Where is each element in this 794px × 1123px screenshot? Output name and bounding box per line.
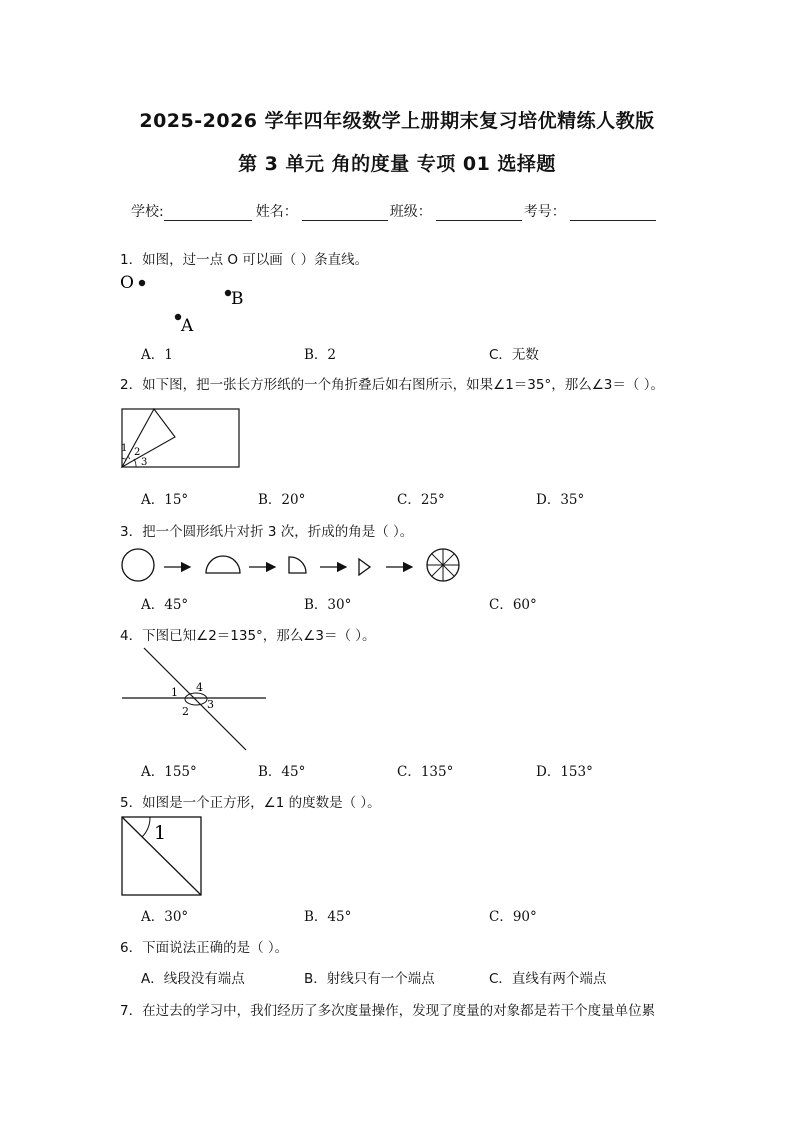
- class-field[interactable]: [436, 205, 522, 221]
- class-label: 班级：: [389, 204, 432, 220]
- question-3-figure: [118, 546, 463, 584]
- question-6-stem: 6．下面说法正确的是（ ）。: [120, 940, 289, 956]
- question-2-option-a[interactable]: A．15°: [141, 492, 189, 508]
- question-6-option-b[interactable]: B．射线只有一个端点: [304, 971, 435, 987]
- question-1-stem: 1．如图，过一点 O 可以画（ ）条直线。: [120, 252, 369, 268]
- question-5-option-b[interactable]: B．45°: [304, 909, 352, 925]
- angle-4-label: 4: [196, 681, 203, 694]
- question-2-stem: 2．如下图，把一张长方形纸的一个角折叠后如右图所示，如果∠1＝35°，那么∠3＝（ ）。: [120, 377, 664, 393]
- name-label: 姓名：: [255, 204, 298, 220]
- diagonal-line: [144, 648, 246, 750]
- question-2-option-c[interactable]: C．25°: [397, 492, 445, 508]
- folded-circle-creases: [427, 549, 459, 581]
- question-7-stem: 7．在过去的学习中，我们经历了多次度量操作，发现了度量的对象都是若干个度量单位累: [120, 1003, 656, 1019]
- point-a-label: A: [181, 316, 194, 336]
- question-5-option-c[interactable]: C．90°: [489, 909, 537, 925]
- question-3-option-a[interactable]: A．45°: [141, 597, 189, 613]
- school-field[interactable]: [164, 205, 252, 221]
- eighth-circle: [359, 559, 370, 575]
- question-4-option-d[interactable]: D．153°: [536, 764, 593, 780]
- question-1-option-a[interactable]: A．1: [141, 347, 173, 363]
- question-4-option-a[interactable]: A．155°: [141, 764, 197, 780]
- student-info-row: [131, 201, 658, 221]
- angle-1-label: 1: [171, 686, 178, 699]
- question-5-stem: 5．如图是一个正方形，∠1 的度数是（ ）。: [120, 795, 381, 811]
- question-2-figure: [120, 406, 242, 470]
- point-o: [139, 280, 145, 286]
- question-5-figure: [120, 815, 205, 897]
- point-o-label: O: [120, 273, 134, 293]
- full-circle: [122, 549, 154, 581]
- question-5-option-a[interactable]: A．30°: [141, 909, 189, 925]
- school-label: 学校:: [131, 204, 164, 220]
- angle-1-label: 1: [154, 822, 167, 844]
- name-field[interactable]: [302, 205, 388, 221]
- question-2-option-b[interactable]: B．20°: [258, 492, 306, 508]
- angle-2-label: 2: [182, 705, 189, 718]
- quarter-circle: [289, 557, 306, 573]
- page-title: 2025-2026 学年四年级数学上册期末复习培优精练人教版: [139, 110, 655, 132]
- page-subtitle: 第 3 单元 角的度量 专项 01 选择题: [238, 153, 556, 175]
- angle-marks: [185, 693, 207, 705]
- question-1-option-b[interactable]: B．2: [304, 347, 337, 363]
- angle-1-label: 1: [121, 443, 128, 454]
- angle-3-label: 3: [141, 457, 148, 468]
- question-3-option-c[interactable]: C．60°: [489, 597, 537, 613]
- question-4-option-b[interactable]: B．45°: [258, 764, 306, 780]
- question-6-option-c[interactable]: C．直线有两个端点: [489, 971, 607, 987]
- question-4-figure: [120, 646, 270, 754]
- question-1-figure: [118, 268, 278, 338]
- question-1-option-c[interactable]: C．无数: [489, 347, 539, 363]
- half-circle: [206, 556, 240, 573]
- question-4-option-c[interactable]: C．135°: [397, 764, 454, 780]
- exam-no-field[interactable]: [570, 205, 656, 221]
- question-2-option-d[interactable]: D．35°: [536, 492, 585, 508]
- question-4-stem: 4．下图已知∠2＝135°，那么∠3＝（ ）。: [120, 628, 376, 644]
- folded-corner: [122, 409, 175, 467]
- question-6-option-a[interactable]: A．线段没有端点: [141, 971, 245, 987]
- angle-2-label: 2: [134, 447, 141, 458]
- question-3-stem: 3．把一个圆形纸片对折 3 次，折成的角是（ ）。: [120, 524, 414, 540]
- angle-arc: [142, 817, 150, 837]
- exam-no-label: 考号：: [523, 204, 566, 220]
- question-3-option-b[interactable]: B．30°: [304, 597, 352, 613]
- point-b-label: B: [231, 289, 244, 309]
- angle-3-label: 3: [207, 698, 214, 711]
